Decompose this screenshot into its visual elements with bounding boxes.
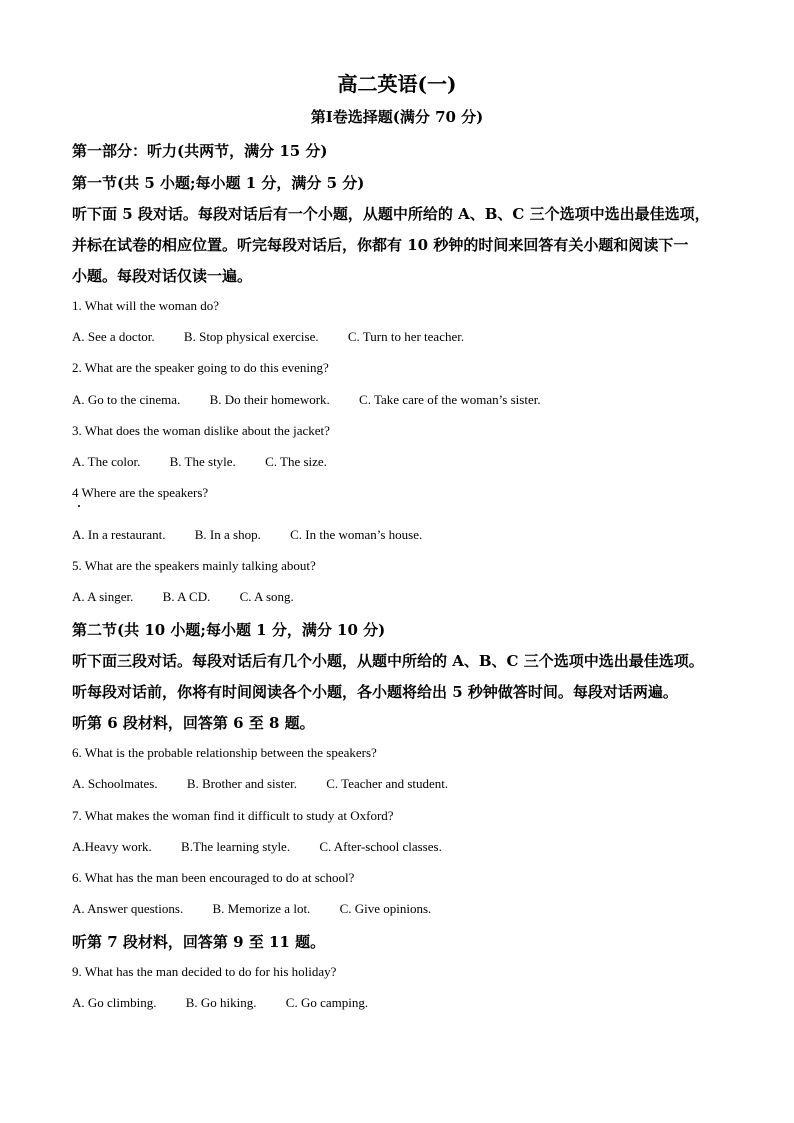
material-6-heading: 听第 6 段材料，回答第 6 至 8 题。 bbox=[72, 714, 315, 732]
section1-instruction-line3: 小题。每段对话仅读一遍。 bbox=[72, 267, 253, 285]
section1-instruction-line2: 并标在试卷的相应位置。听完每段对话后，你都有 10 秒钟的时间来回答有关小题和阅读下一 bbox=[72, 236, 689, 254]
question-4: 4 Where are the speakers? bbox=[72, 485, 209, 500]
question-8: 6. What has the man been encouraged to do at school? bbox=[72, 870, 355, 885]
option-b: B. Brother and sister. bbox=[186, 776, 297, 791]
question-9-options bbox=[72, 995, 394, 1011]
option-a: A. Go to the cinema. bbox=[72, 392, 181, 407]
question-8-options bbox=[72, 901, 457, 917]
option-b: B. In a shop. bbox=[194, 527, 261, 542]
option-c: C. A song. bbox=[239, 589, 294, 604]
question-5: 5. What are the speakers mainly talking about? bbox=[72, 558, 316, 573]
option-b: B. Go hiking. bbox=[185, 995, 257, 1010]
option-c: C. In the woman’s house. bbox=[290, 527, 423, 542]
option-c: C. Go camping. bbox=[285, 995, 369, 1010]
stray-dot-mark bbox=[78, 505, 80, 507]
section1-instruction-line1: 听下面 5 段对话。每段对话后有一个小题，从题中所给的 A、B、C 三个选项中选出最佳选项， bbox=[72, 205, 710, 223]
option-c: C. Turn to her teacher. bbox=[347, 329, 465, 344]
question-3: 3. What does the woman dislike about the jacket? bbox=[72, 423, 330, 438]
question-4-options bbox=[72, 527, 448, 543]
option-b: B.The learning style. bbox=[181, 839, 291, 854]
option-a: A. In a restaurant. bbox=[72, 527, 166, 542]
option-a: A. Schoolmates. bbox=[72, 776, 158, 791]
section2-instruction-line1: 听下面三段对话。每段对话后有几个小题，从题中所给的 A、B、C 三个选项中选出最佳选项。 bbox=[72, 652, 704, 670]
option-c: C. Teacher and student. bbox=[326, 776, 449, 791]
section1-heading: 第一节(共 5 小题;每小题 1 分，满分 5 分) bbox=[72, 174, 365, 192]
section2-instruction-line2: 听每段对话前，你将有时间阅读各个小题，各小题将给出 5 秒钟做答时间。每段对话两遍。 bbox=[72, 683, 678, 701]
part1-heading: 第一部分：听力(共两节，满分 15 分) bbox=[72, 142, 328, 160]
question-5-options bbox=[72, 589, 320, 605]
material-7-heading: 听第 7 段材料，回答第 9 至 11 题。 bbox=[72, 933, 326, 951]
option-a: A.Heavy work. bbox=[72, 839, 152, 854]
option-b: B. A CD. bbox=[162, 589, 211, 604]
option-a: A. Answer questions. bbox=[72, 901, 184, 916]
option-a: A. Go climbing. bbox=[72, 995, 157, 1010]
option-c: C. The size. bbox=[265, 454, 327, 469]
option-c: C. After-school classes. bbox=[319, 839, 442, 854]
option-b: B. Stop physical exercise. bbox=[183, 329, 319, 344]
option-a: A. The color. bbox=[72, 454, 141, 469]
option-c: C. Give opinions. bbox=[339, 901, 432, 916]
option-b: B. The style. bbox=[169, 454, 236, 469]
option-a: A. A singer. bbox=[72, 589, 134, 604]
question-3-options bbox=[72, 454, 353, 470]
question-1: 1. What will the woman do? bbox=[72, 298, 220, 313]
paper-subtitle: 第Ⅰ卷选择题(满分 70 分) bbox=[310, 108, 484, 126]
option-c: C. Take care of the woman’s sister. bbox=[359, 392, 541, 407]
section2-heading: 第二节(共 10 小题;每小题 1 分，满分 10 分) bbox=[72, 621, 386, 639]
question-9: 9. What has the man decided to do for his holiday? bbox=[72, 964, 337, 979]
question-6: 6. What is the probable relationship between the speakers? bbox=[72, 745, 377, 760]
option-b: B. Memorize a lot. bbox=[212, 901, 311, 916]
question-1-options bbox=[72, 329, 490, 345]
question-7-options bbox=[72, 839, 468, 855]
option-a: A. See a doctor. bbox=[72, 329, 155, 344]
question-2: 2. What are the speaker going to do this evening? bbox=[72, 360, 329, 375]
question-2-options bbox=[72, 392, 567, 408]
question-7: 7. What makes the woman find it difficult to study at Oxford? bbox=[72, 808, 394, 823]
page-title: 高二英语(一) bbox=[337, 72, 457, 96]
question-6-options bbox=[72, 776, 474, 792]
option-b: B. Do their homework. bbox=[209, 392, 330, 407]
